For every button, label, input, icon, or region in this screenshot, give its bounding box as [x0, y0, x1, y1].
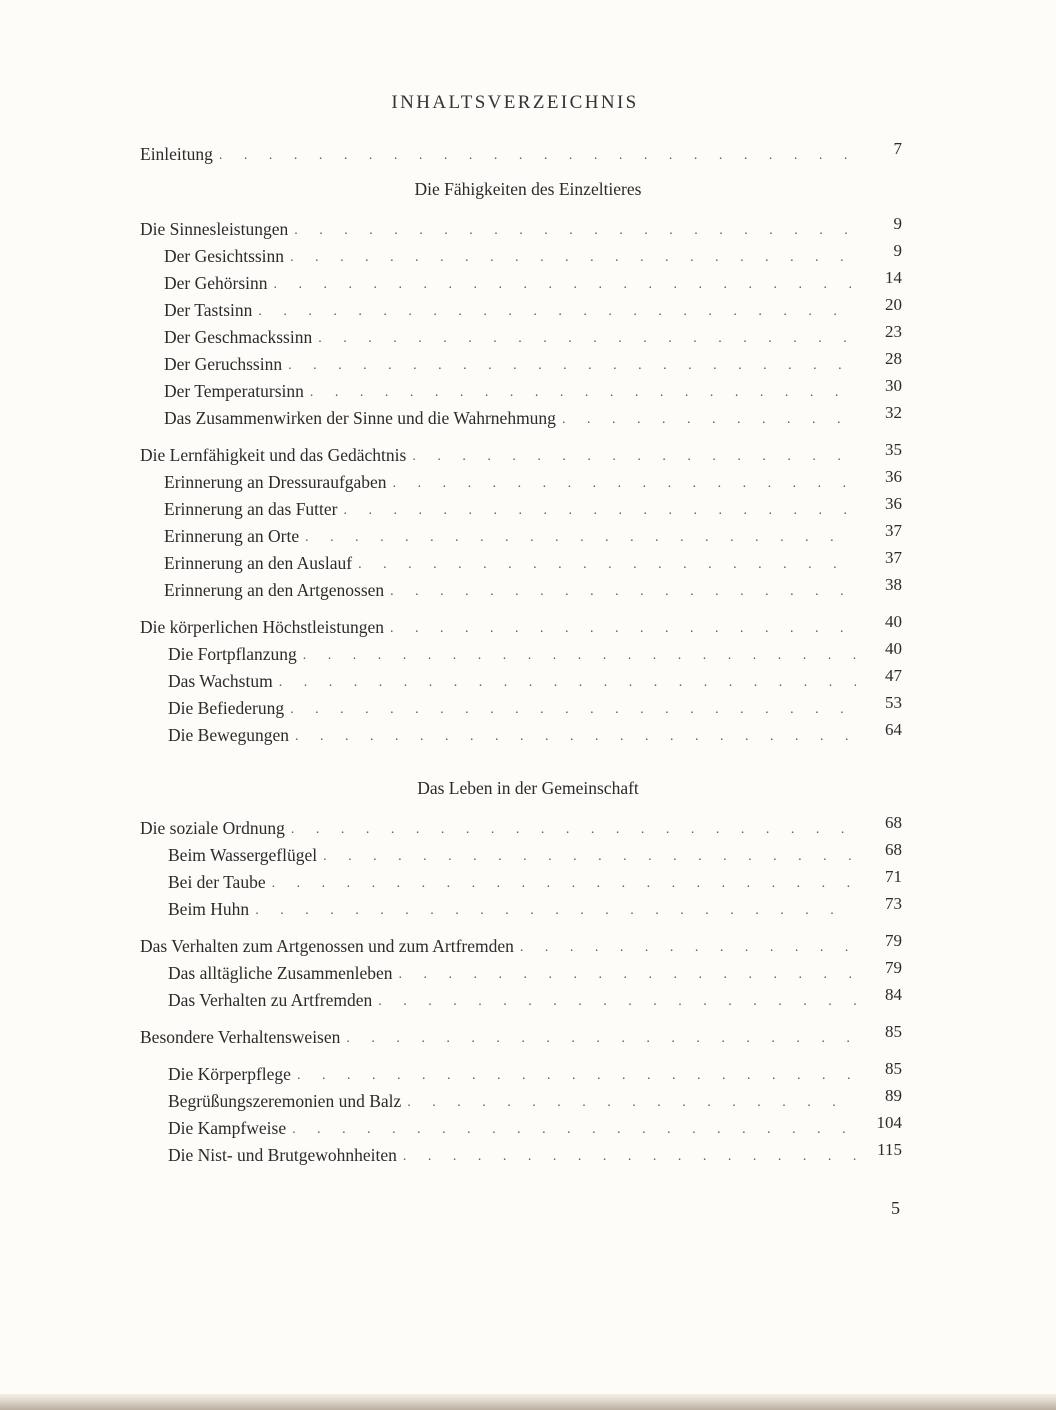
dot-leader — [303, 647, 856, 665]
toc-entry[interactable] — [140, 1085, 902, 1112]
toc-entry[interactable] — [140, 957, 902, 984]
dot-leader — [279, 674, 856, 692]
toc-entry-label: Erinnerung an den Auslauf — [164, 553, 353, 573]
toc-page-number: 73 — [885, 894, 902, 913]
toc-entry-label: Der Geruchssinn — [164, 354, 283, 374]
toc-entry-label: Die Fortpflanzung — [168, 644, 297, 664]
dot-leader — [297, 1067, 856, 1085]
toc-entry-label: Einleitung — [140, 144, 213, 164]
dot-leader — [399, 966, 856, 984]
toc-page-number: 79 — [885, 931, 902, 950]
toc-entry-label: Das Zusammenwirken der Sinne und die Wahrnehmung — [164, 408, 556, 428]
page-edge-shadow — [0, 1394, 1056, 1410]
dot-leader — [358, 556, 856, 574]
dot-leader — [272, 875, 856, 893]
toc-entry[interactable] — [140, 1112, 902, 1139]
toc-entry-label: Der Gesichtssinn — [164, 246, 285, 266]
dot-leader — [323, 848, 856, 866]
toc-page-number: 84 — [885, 985, 902, 1004]
toc-entry-label: Der Geschmackssinn — [164, 327, 313, 347]
toc-entry-label: Erinnerung an den Artgenossen — [164, 580, 385, 600]
toc-entry-label: Das Verhalten zu Artfremden — [168, 990, 373, 1010]
toc-entry-label: Die Befiederung — [168, 698, 285, 718]
toc-page-number: 115 — [877, 1140, 902, 1159]
toc-entry-label: Die Körperpflege — [168, 1064, 291, 1084]
toc-entry-label: Die körperlichen Höchstleistungen — [140, 617, 384, 637]
page-folio-number: 5 — [891, 1198, 900, 1218]
toc-entry[interactable] — [140, 402, 902, 429]
toc-entry-label: Erinnerung an das Futter — [164, 499, 338, 519]
toc-chapter[interactable] — [140, 213, 902, 240]
toc-entry[interactable] — [140, 692, 902, 719]
toc-entry-label: Die Lernfähigkeit und das Gedächtnis — [140, 445, 407, 465]
dot-leader — [378, 993, 856, 1011]
dot-leader — [412, 448, 856, 466]
dot-leader — [288, 357, 856, 375]
toc-entry[interactable] — [140, 348, 902, 375]
toc-page-number: 7 — [893, 139, 902, 158]
dot-leader — [291, 821, 856, 839]
dot-leader — [390, 583, 856, 601]
toc-page-number: 40 — [885, 612, 902, 631]
toc-entry[interactable] — [140, 375, 902, 402]
toc-entry[interactable] — [140, 665, 902, 692]
dot-leader — [295, 728, 856, 746]
toc-page-number: 36 — [885, 494, 902, 513]
toc-entry[interactable] — [140, 984, 902, 1011]
toc-page-number: 35 — [885, 440, 902, 459]
toc-entry-label: Die Nist- und Brutgewohnheiten — [168, 1145, 397, 1165]
toc-page-number: 9 — [893, 241, 902, 260]
dot-leader — [393, 475, 856, 493]
toc-page-number: 89 — [885, 1086, 902, 1105]
toc-page-number: 104 — [876, 1113, 902, 1132]
dot-leader — [310, 384, 856, 402]
toc-entry[interactable] — [140, 493, 902, 520]
dot-leader — [305, 529, 856, 547]
toc-entry-label: Die soziale Ordnung — [140, 818, 285, 838]
dot-leader — [344, 502, 857, 520]
toc-page-number: 30 — [885, 376, 902, 395]
toc-entry-label: Die Bewegungen — [168, 725, 290, 745]
toc-page-number: 53 — [885, 693, 902, 712]
dot-leader — [318, 330, 856, 348]
toc-entry[interactable] — [140, 1139, 902, 1166]
part-heading: Das Leben in der Gemeinschaft — [417, 778, 639, 798]
toc-entry[interactable] — [140, 866, 902, 893]
toc-page-number: 79 — [885, 958, 902, 977]
toc-entry[interactable] — [140, 520, 902, 547]
toc-entry-label: Der Tastsinn — [164, 300, 253, 320]
toc-page-number: 68 — [885, 840, 902, 859]
toc-page-number: 40 — [885, 639, 902, 658]
toc-page-number: 38 — [885, 575, 902, 594]
toc-entry-label: Erinnerung an Orte — [164, 526, 300, 546]
toc-entry-label: Der Temperatursinn — [164, 381, 304, 401]
toc-entry[interactable] — [140, 267, 902, 294]
toc-entry[interactable] — [140, 893, 902, 920]
toc-entry-label: Das alltägliche Zusammenleben — [168, 963, 393, 983]
dot-leader — [346, 1030, 856, 1048]
dot-leader — [290, 701, 856, 719]
toc-entry-label: Beim Wassergeflügel — [168, 845, 318, 865]
toc-page-number: 47 — [885, 666, 902, 685]
toc-entry[interactable] — [140, 466, 902, 493]
toc-entry[interactable] — [140, 240, 902, 267]
toc-page-number: 14 — [885, 268, 902, 287]
dot-leader — [390, 620, 856, 638]
toc-page-number: 71 — [885, 867, 902, 886]
toc-page-number: 36 — [885, 467, 902, 486]
dot-leader — [403, 1148, 856, 1166]
toc-page-number: 9 — [893, 214, 902, 233]
toc-entry-label: Besondere Verhaltensweisen — [140, 1027, 341, 1047]
dot-leader — [219, 147, 856, 165]
dot-leader — [290, 249, 856, 267]
toc-page-number: 20 — [885, 295, 902, 314]
toc-entry[interactable] — [140, 839, 902, 866]
dot-leader — [520, 939, 856, 957]
toc-entry-label: Das Wachstum — [168, 671, 273, 691]
toc-entry-label: Die Sinnesleistungen — [140, 219, 289, 239]
toc-entry-label: Begrüßungszeremonien und Balz — [168, 1091, 402, 1111]
toc-page-number: 68 — [885, 813, 902, 832]
toc-entry[interactable] — [140, 638, 902, 665]
dot-leader — [407, 1094, 856, 1112]
toc-chapter[interactable] — [140, 1021, 902, 1048]
toc-entry-label: Das Verhalten zum Artgenossen und zum Artfremden — [140, 936, 514, 956]
toc-page-number: 64 — [885, 720, 902, 739]
toc-page-number: 37 — [885, 521, 902, 540]
toc-entry[interactable] — [140, 321, 902, 348]
page-title: INHALTSVERZEICHNIS — [391, 92, 639, 113]
part-heading: Die Fähigkeiten des Einzeltieres — [414, 179, 642, 199]
toc-chapter[interactable] — [140, 930, 902, 957]
toc-page-number: 32 — [885, 403, 902, 422]
toc-chapter[interactable] — [140, 611, 902, 638]
toc-entry-label: Bei der Taube — [168, 872, 266, 892]
toc-entry-label: Erinnerung an Dressuraufgaben — [164, 472, 387, 492]
toc-chapter[interactable] — [140, 812, 902, 839]
dot-leader — [274, 276, 856, 294]
toc-entry[interactable] — [140, 719, 902, 746]
dot-leader — [292, 1121, 856, 1139]
dot-leader — [562, 411, 856, 429]
toc-entry[interactable] — [140, 547, 902, 574]
table-of-contents — [140, 138, 902, 1166]
toc-chapter[interactable] — [140, 439, 902, 466]
toc-entry-label: Die Kampfweise — [168, 1118, 287, 1138]
toc-page-number: 23 — [885, 322, 902, 341]
toc-entry[interactable] — [140, 294, 902, 321]
toc-page-number: 85 — [885, 1022, 902, 1041]
toc-page-number: 85 — [885, 1059, 902, 1078]
dot-leader — [255, 902, 856, 920]
toc-entry-intro[interactable] — [140, 138, 902, 165]
dot-leader — [294, 222, 856, 240]
toc-page-number: 37 — [885, 548, 902, 567]
toc-page-number: 28 — [885, 349, 902, 368]
toc-entry[interactable] — [140, 574, 902, 601]
dot-leader — [258, 303, 856, 321]
toc-entry-label: Der Gehörsinn — [164, 273, 268, 293]
toc-entry[interactable] — [140, 1058, 902, 1085]
toc-entry-label: Beim Huhn — [168, 899, 250, 919]
